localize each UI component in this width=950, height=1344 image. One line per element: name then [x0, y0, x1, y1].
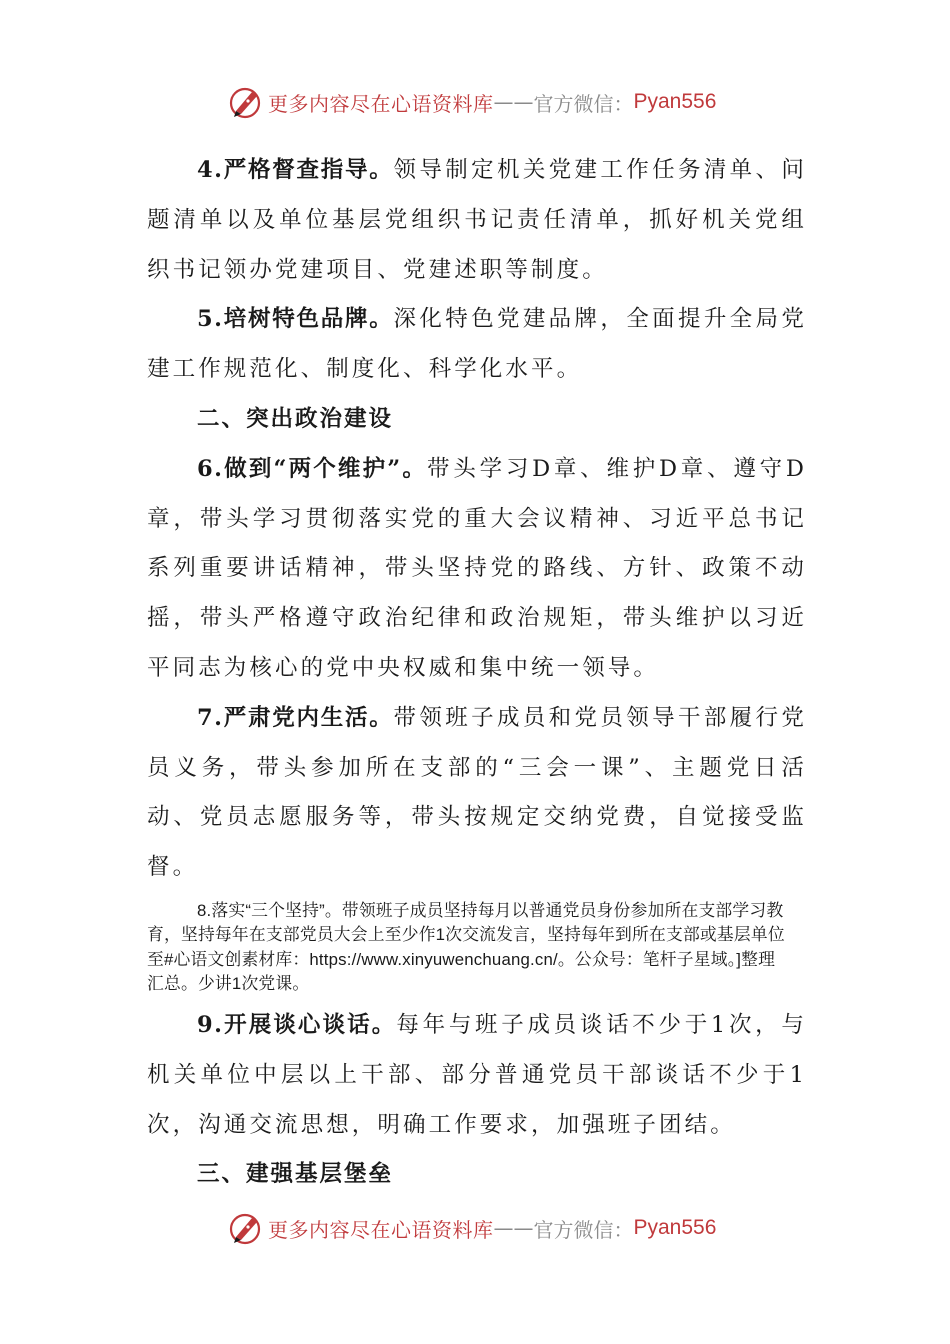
paragraph-title: 7.严肃党内生活。 [197, 704, 394, 731]
section-heading-2: 二、突出政治建设 [197, 405, 394, 432]
header-banner [228, 82, 748, 122]
banner-wechat-label: 官方微信： [533, 1217, 634, 1242]
paragraph-item-6 [147, 445, 807, 694]
pen-nib-logo-icon [228, 1210, 264, 1246]
paragraph-item-5 [147, 295, 807, 395]
banner-dash: —— [493, 90, 534, 114]
banner-wechat-id: Pyan556 [633, 90, 717, 113]
paragraph-item-8-small: 8.落实“三个坚持”。带领班子成员坚持每月以普通党员身份参加所在支部学习教育，坚持每年在支部党员大会上至少作1次交流发言，坚持每年到所在支部或基层单位至#心语文创素材库：https://www.xinyuwenchuang.cn/。公众号：笔杆子星域。]整理汇总。少讲1次党课。 [147, 900, 785, 994]
banner-dash: —— [493, 1216, 534, 1240]
paragraph-body: 带头学习D章、维护D章、遵守D章，带头学习贯彻落实党的重大会议精神、习近平总书记系列重要讲话精神，带头坚持党的路线、方针、政策不动摇，带头严格遵守政治纪律和政治规矩，带头维护以习近平同志为核心的党中央权威和集中统一领导。 [147, 455, 807, 681]
paragraph-body: 领导制定机关党建工作任务清单、问题清单以及单位基层党组织书记责任清单，抓好机关党组织书记领办党建项目、党建述职等制度。 [147, 157, 807, 283]
banner-wechat-id: Pyan556 [633, 1216, 717, 1239]
paragraph-item-4 [147, 146, 807, 295]
paragraph-title: 9.开展谈心谈话。 [197, 1011, 397, 1038]
paragraph-item-9 [147, 1001, 807, 1150]
footer-banner [228, 1208, 748, 1248]
paragraph-body: 深化特色党建品牌，全面提升全局党建工作规范化、制度化、科学化水平。 [147, 306, 807, 383]
paragraph-item-7 [147, 694, 807, 893]
paragraph-title: 4.严格督查指导。 [197, 157, 394, 183]
banner-wechat-label: 官方微信： [533, 91, 634, 116]
document-body [147, 146, 807, 1200]
paragraph-title: 5.培树特色品牌。 [197, 306, 394, 333]
banner-text: 更多内容尽在心语资料库 [268, 1217, 494, 1242]
paragraph-body: 每年与班子成员谈话不少于1次，与机关单位中层以上干部、部分普通党员干部谈话不少于1次，沟通交流思想，明确工作要求，加强班子团结。 [147, 1011, 807, 1138]
paragraph-body: 带领班子成员和党员领导干部履行党员义务，带头参加所在支部的“三会一课”、主题党日活动、党员志愿服务等，带头按规定交纳党费，自觉接受监督。 [147, 704, 807, 881]
banner-text: 更多内容尽在心语资料库 [268, 91, 494, 116]
section-heading-3: 三、建强基层堡垒 [197, 1161, 394, 1188]
pen-nib-logo-icon [228, 84, 264, 120]
paragraph-title: 6.做到“两个维护”。 [197, 455, 428, 482]
